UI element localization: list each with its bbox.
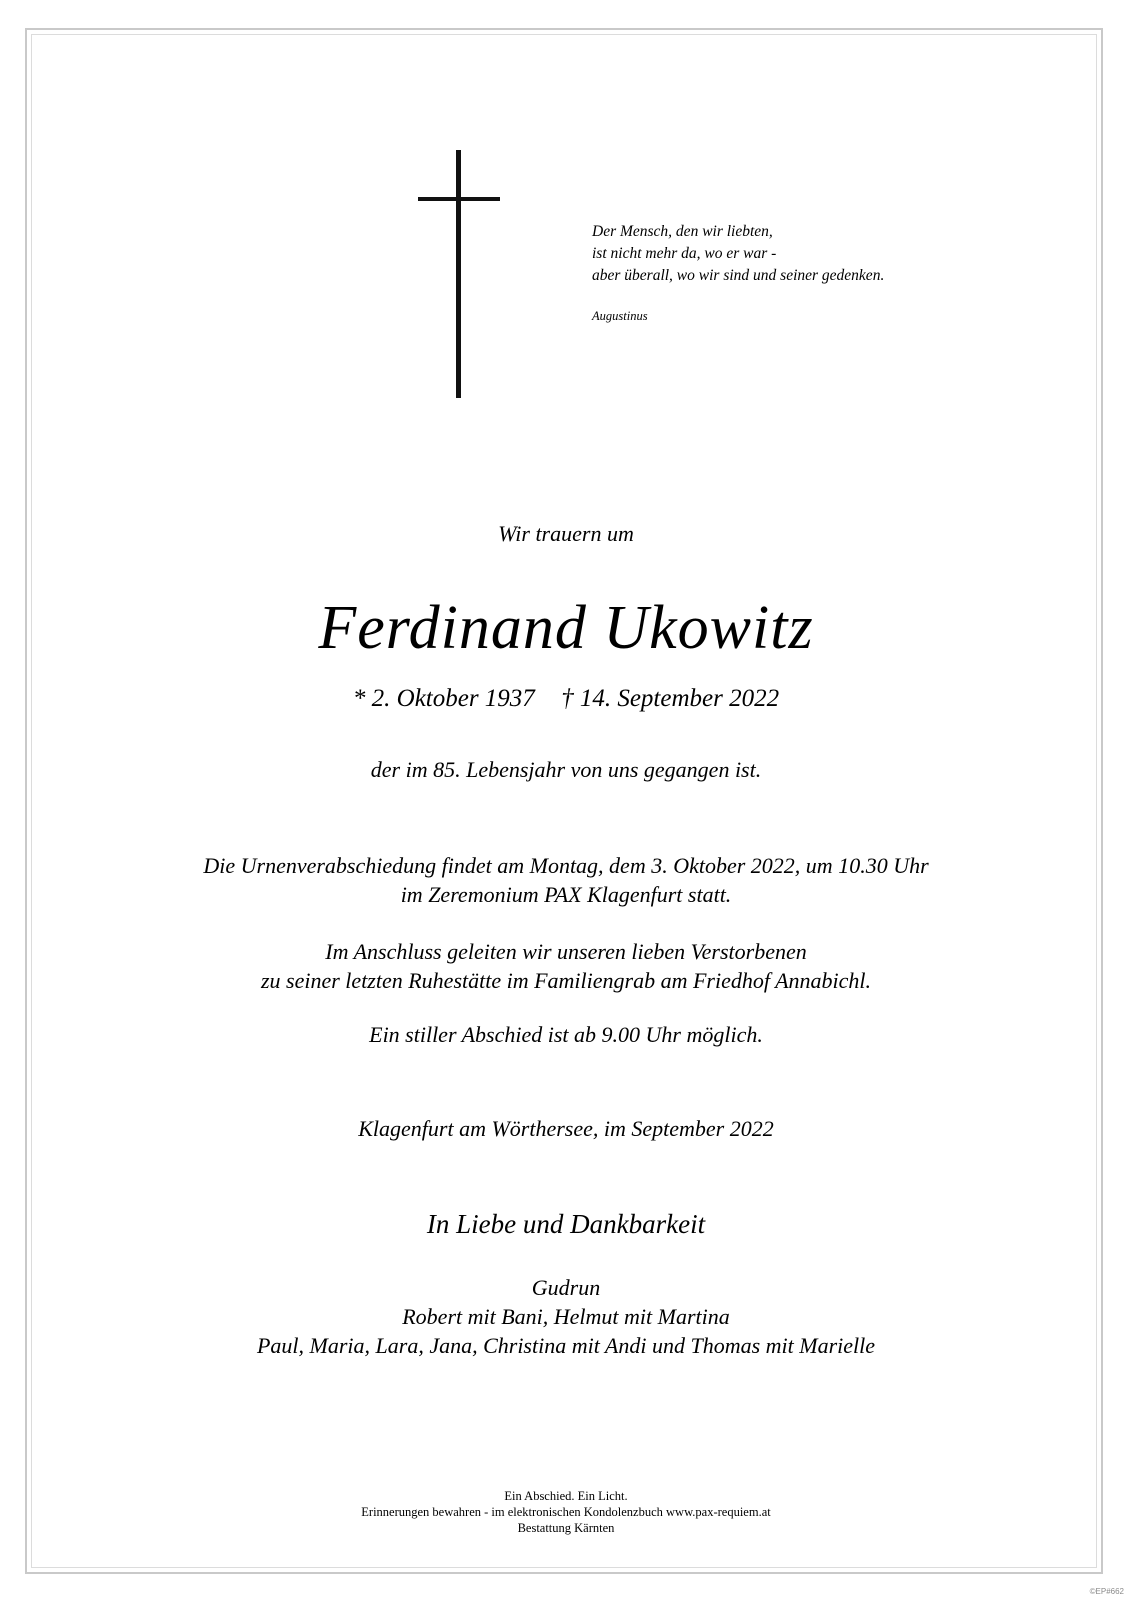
closing-text: In Liebe und Dankbarkeit — [426, 1209, 706, 1239]
life-dates — [0, 685, 1132, 713]
family-line: Gudrun — [531, 1275, 601, 1300]
family-list — [0, 1273, 1132, 1360]
ceremony-line: zu seiner letzten Ruhestätte im Familiengrab am Friedhof Annabichl. — [260, 968, 872, 993]
ceremony-line: Die Urnenverabschiedung findet am Montag, dem 3. Oktober 2022, um 10.30 Uhr — [203, 853, 929, 878]
footer — [0, 1488, 1132, 1536]
footer-line: Bestattung Kärnten — [517, 1521, 615, 1535]
footer-line: Ein Abschied. Ein Licht. — [504, 1489, 628, 1503]
ceremony-paragraph-1 — [0, 851, 1132, 909]
corner-code: ©EP#662 — [1089, 1587, 1124, 1596]
quote-author: Augustinus — [592, 309, 648, 323]
age-text: der im 85. Lebensjahr von uns gegangen ist. — [370, 757, 762, 782]
ceremony-paragraph-3: Ein stiller Abschied ist ab 9.00 Uhr möglich. — [369, 1022, 763, 1047]
footer-line: Erinnerungen bewahren - im elektronischen Kondolenzbuch www.pax-requiem.at — [361, 1505, 771, 1519]
quote-line: Der Mensch, den wir liebten, — [592, 223, 773, 240]
deceased-name: Ferdinand Ukowitz — [318, 594, 814, 662]
place-date: Klagenfurt am Wörthersee, im September 2022 — [358, 1116, 774, 1141]
ceremony-line: Im Anschluss geleiten wir unseren lieben Verstorbenen — [325, 939, 807, 964]
ceremony-line: im Zeremonium PAX Klagenfurt statt. — [400, 882, 732, 907]
intro-text: Wir trauern um — [498, 521, 634, 546]
quote-block — [592, 221, 1012, 327]
ceremony-paragraph-2 — [0, 937, 1132, 995]
death-date: † 14. September 2022 — [561, 685, 780, 712]
family-line: Paul, Maria, Lara, Jana, Christina mit Andi und Thomas mit Marielle — [256, 1333, 876, 1358]
family-line: Robert mit Bani, Helmut mit Martina — [402, 1304, 730, 1329]
quote-line: ist nicht mehr da, wo er war - — [592, 245, 777, 262]
quote-line: aber überall, wo wir sind und seiner gedenken. — [592, 267, 885, 284]
cross-icon — [418, 150, 500, 398]
birth-date: * 2. Oktober 1937 — [352, 685, 535, 712]
